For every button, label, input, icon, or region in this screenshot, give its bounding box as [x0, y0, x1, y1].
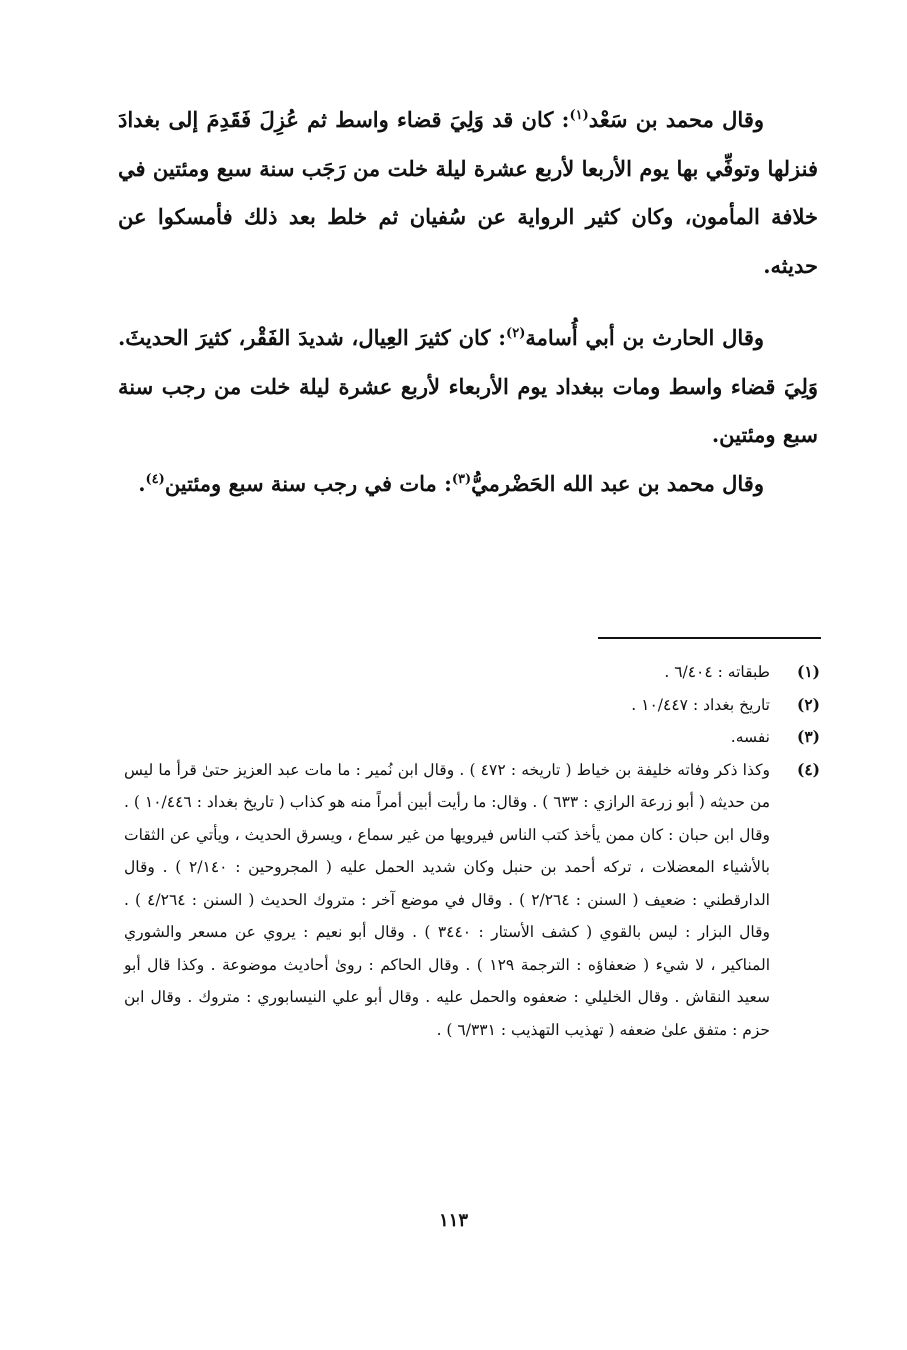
paragraph	[118, 96, 818, 290]
paragraph-text: : كان كثيرَ العِيال، شديدَ الفَقْر، كثيرَ الحديثَ. وَلِيَ قضاء واسط ومات ببغداد يوم الأربعاء لأربع عشرة ليلة خلت من رجب سنة سبع ومئتين.	[118, 325, 818, 447]
footnotes	[124, 656, 820, 1046]
main-text	[118, 96, 818, 508]
footnote-text: نفسه.	[730, 728, 770, 746]
footnote-ref[interactable]: (٣)	[451, 471, 472, 487]
footnote-text: تاريخ بغداد : ١٠/٤٤٧ .	[631, 695, 770, 714]
paragraph-text: وقال محمد بن سَعْد	[588, 107, 764, 132]
footnote	[124, 689, 820, 722]
footnote-text: طبقاته : ٦/٤٠٤ .	[664, 663, 770, 681]
footnote	[124, 656, 820, 689]
footnote-ref[interactable]: (٢)	[506, 326, 526, 341]
paragraph-text: : مات في رجب سنة سبع ومئتين	[164, 470, 452, 496]
footnote-number: (١)	[796, 662, 820, 681]
paragraph-text: .	[138, 470, 146, 496]
page-number: ١١٣	[438, 1210, 468, 1231]
paragraph-text: وقال الحارث بن أبي أُسامة	[525, 325, 764, 350]
footnote-ref[interactable]: (٤)	[145, 471, 165, 487]
paragraph-text: وقال محمد بن عبد الله الحَضْرميُّ	[471, 470, 764, 496]
footnote-number: (٣)	[796, 727, 820, 746]
footnote-text: وكذا ذكر وفاته خليفة بن خياط ( تاريخه : ٤٧٢ ) . وقال ابن نُمير : ما مات عبد العزيز حتىٰ قرأ ما ليس من حديثه ( أبو زرعة الرازي : ٦٣٣ ) . وقال: ما رأيت أبين أمراً منه هو كذاب ( تاريخ بغداد : ١٠/٤٤٦ ) . وقال ابن حبان : كان ممن يأخذ كتب الناس فيرويها من غير سماع ، ويسرق الحديث ، ويأتي عن الثقات بالأشياء المعضلات ، تركه أحمد بن حنبل وكان شديد الحمل عليه ( المجروحين : ٢/١٤٠ ) . وقال الدارقطني : ضعيف ( السنن : ٢/٢٦٤ ) . وقال في موضع آخر : متروك الحديث ( السنن : ٤/٢٦٤ ) . وقال البزار : ليس بالقوي ( كشف الأستار : ٣٤٤٠ ) . وقال أبو نعيم : يروي عن مسعر والشوري المناكير ، لا شيء ( ضعفاؤه : الترجمة ١٢٩ ) . وقال الحاكم : روىٰ أحاديث موضوعة . وكذا قال أبو سعيد النقاش . وقال الخليلي : ضعفوه والحمل عليه . وقال أبو علي النيسابوري : متروك . وقال ابن حزم : متفق علىٰ ضعفه ( تهذيب التهذيب : ٦/٣٣١ ) .	[124, 760, 771, 1039]
footnote	[124, 754, 820, 1047]
footnote-separator	[598, 637, 821, 639]
footnote	[124, 721, 820, 754]
footnote-number: (٢)	[796, 694, 820, 714]
footnote-number: (٤)	[796, 759, 820, 779]
paragraph	[118, 314, 818, 460]
paragraph-text: : كان قد وَلِيَ قضاء واسط ثم عُزِلَ فَقَدِمَ إلى بغدادَ فنزلها وتوفِّي بها يوم الأربعا لأربع عشرة ليلة خلت من رَجَب سنة سبع ومئتين في خلافة المأمون، وكان كثير الرواية عن سُفيان ثم خلط بعد ذلك فأمسكوا عن حديثه.	[118, 107, 818, 278]
paragraph	[118, 460, 818, 509]
footnote-ref[interactable]: (١)	[569, 108, 589, 123]
